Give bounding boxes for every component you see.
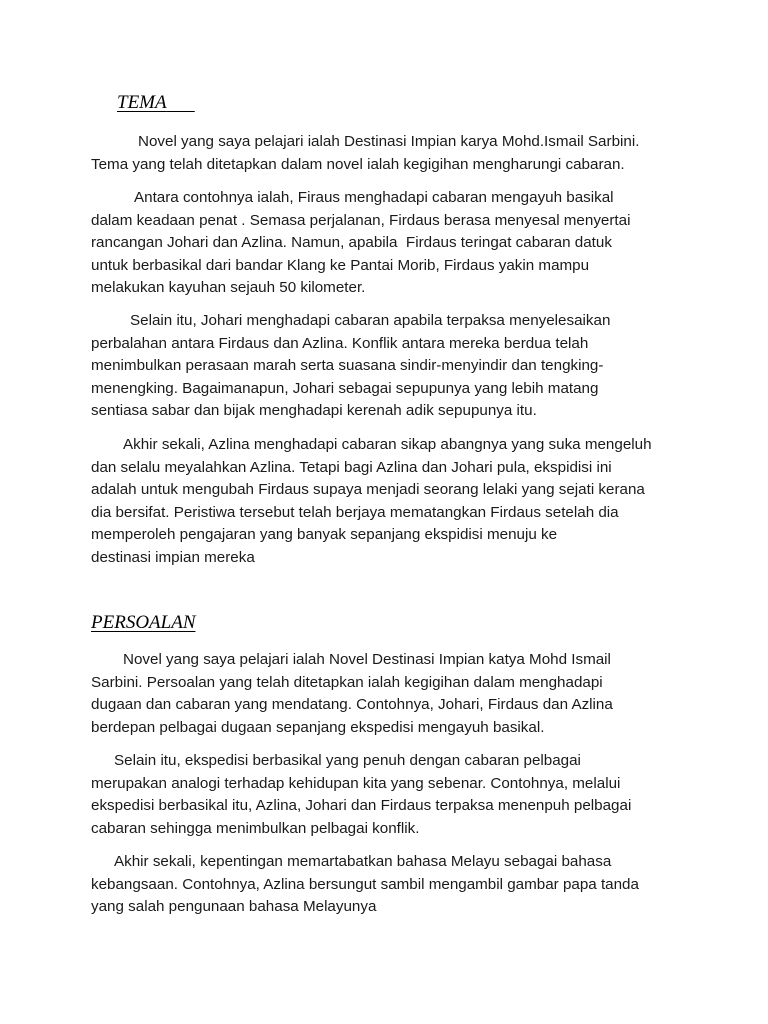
paragraph-line: dan selalu meyalahkan Azlina. Tetapi bagi Azlina dan Johari pula, ekspidisi ini: [91, 458, 612, 476]
paragraph-line: destinasi impian mereka: [91, 548, 255, 566]
paragraph-line: menimbulkan perasaan marah serta suasana sindir-menyindir dan tengking-: [91, 357, 604, 374]
heading-tema: TEMA: [117, 92, 167, 113]
persoalan-paragraph-3: [91, 851, 691, 919]
paragraph-line: untuk berbasikal dari bandar Klang ke Pantai Morib, Firdaus yakin mampu: [91, 256, 590, 274]
paragraph-line: yang salah pengunaan bahasa Melayunya: [91, 898, 377, 915]
paragraph-line: dugaan dan cabaran yang mendatang. Contohnya, Johari, Firdaus dan Azlina: [91, 696, 613, 713]
persoalan-paragraph-2: [91, 750, 691, 840]
tema-paragraph-4: [91, 434, 691, 569]
paragraph-line: rancangan Johari dan Azlina. Namun, apabila Firdaus teringat cabaran datuk: [91, 234, 612, 251]
paragraph-line: dia bersifat. Peristiwa tersebut telah berjaya mematangkan Firdaus setelah dia: [91, 503, 619, 521]
paragraph-line: ekspedisi berbasikal itu, Azlina, Johari dan Firdaus terpaksa menenpuh pelbagai: [91, 797, 632, 814]
paragraph-line: sentiasa sabar dan bijak menghadapi kerenah adik sepupunya itu.: [91, 402, 537, 419]
paragraph-line: cabaran sehingga menimbulkan pelbagai konflik.: [91, 819, 420, 837]
persoalan-paragraph-1: [91, 649, 691, 739]
tema-paragraph-1: [91, 131, 691, 176]
paragraph-line: Tema yang telah ditetapkan dalam novel ialah kegigihan mengharungi cabaran.: [91, 155, 625, 173]
paragraph-line: Sarbini. Persoalan yang telah ditetapkan ialah kegigihan dalam menghadapi: [91, 673, 603, 691]
paragraph-line: melakukan kayuhan sejauh 50 kilometer.: [91, 279, 366, 296]
paragraph-line: memperoleh pengajaran yang banyak sepanjang ekspidisi menuju ke: [91, 526, 558, 543]
tema-paragraph-3: [91, 310, 691, 423]
paragraph-line: Selain itu, ekspedisi berbasikal yang penuh dengan cabaran pelbagai: [114, 752, 581, 769]
paragraph-line: Akhir sekali, kepentingan memartabatkan bahasa Melayu sebagai bahasa: [114, 853, 612, 870]
paragraph-line: menengking. Bagaimanapun, Johari sebagai sepupunya yang lebih matang: [91, 379, 599, 397]
tema-paragraph-2: [91, 187, 691, 300]
paragraph-line: perbalahan antara Firdaus dan Azlina. Konflik antara mereka berdua telah: [91, 334, 589, 352]
paragraph-line: merupakan analogi terhadap kehidupan kita yang sebenar. Contohnya, melalui: [91, 774, 621, 792]
paragraph-line: Novel yang saya pelajari ialah Destinasi Impian karya Mohd.Ismail Sarbini.: [138, 133, 640, 150]
paragraph-line: kebangsaan. Contohnya, Azlina bersungut sambil mengambil gambar papa tanda: [91, 875, 639, 893]
paragraph-line: berdepan pelbagai dugaan sepanjang ekspedisi mengayuh basikal.: [91, 718, 545, 736]
paragraph-line: Antara contohnya ialah, Firaus menghadapi cabaran mengayuh basikal: [134, 189, 614, 206]
paragraph-line: Selain itu, Johari menghadapi cabaran apabila terpaksa menyelesaikan: [130, 312, 611, 329]
paragraph-line: Novel yang saya pelajari ialah Novel Destinasi Impian katya Mohd Ismail: [123, 651, 611, 668]
paragraph-line: adalah untuk mengubah Firdaus supaya menjadi seorang lelaki yang sejati kerana: [91, 481, 645, 498]
paragraph-line: dalam keadaan penat . Semasa perjalanan, Firdaus berasa menyesal menyertai: [91, 211, 631, 229]
paragraph-line: Akhir sekali, Azlina menghadapi cabaran sikap abangnya yang suka mengeluh: [123, 436, 652, 453]
heading-persoalan: PERSOALAN: [91, 612, 196, 633]
